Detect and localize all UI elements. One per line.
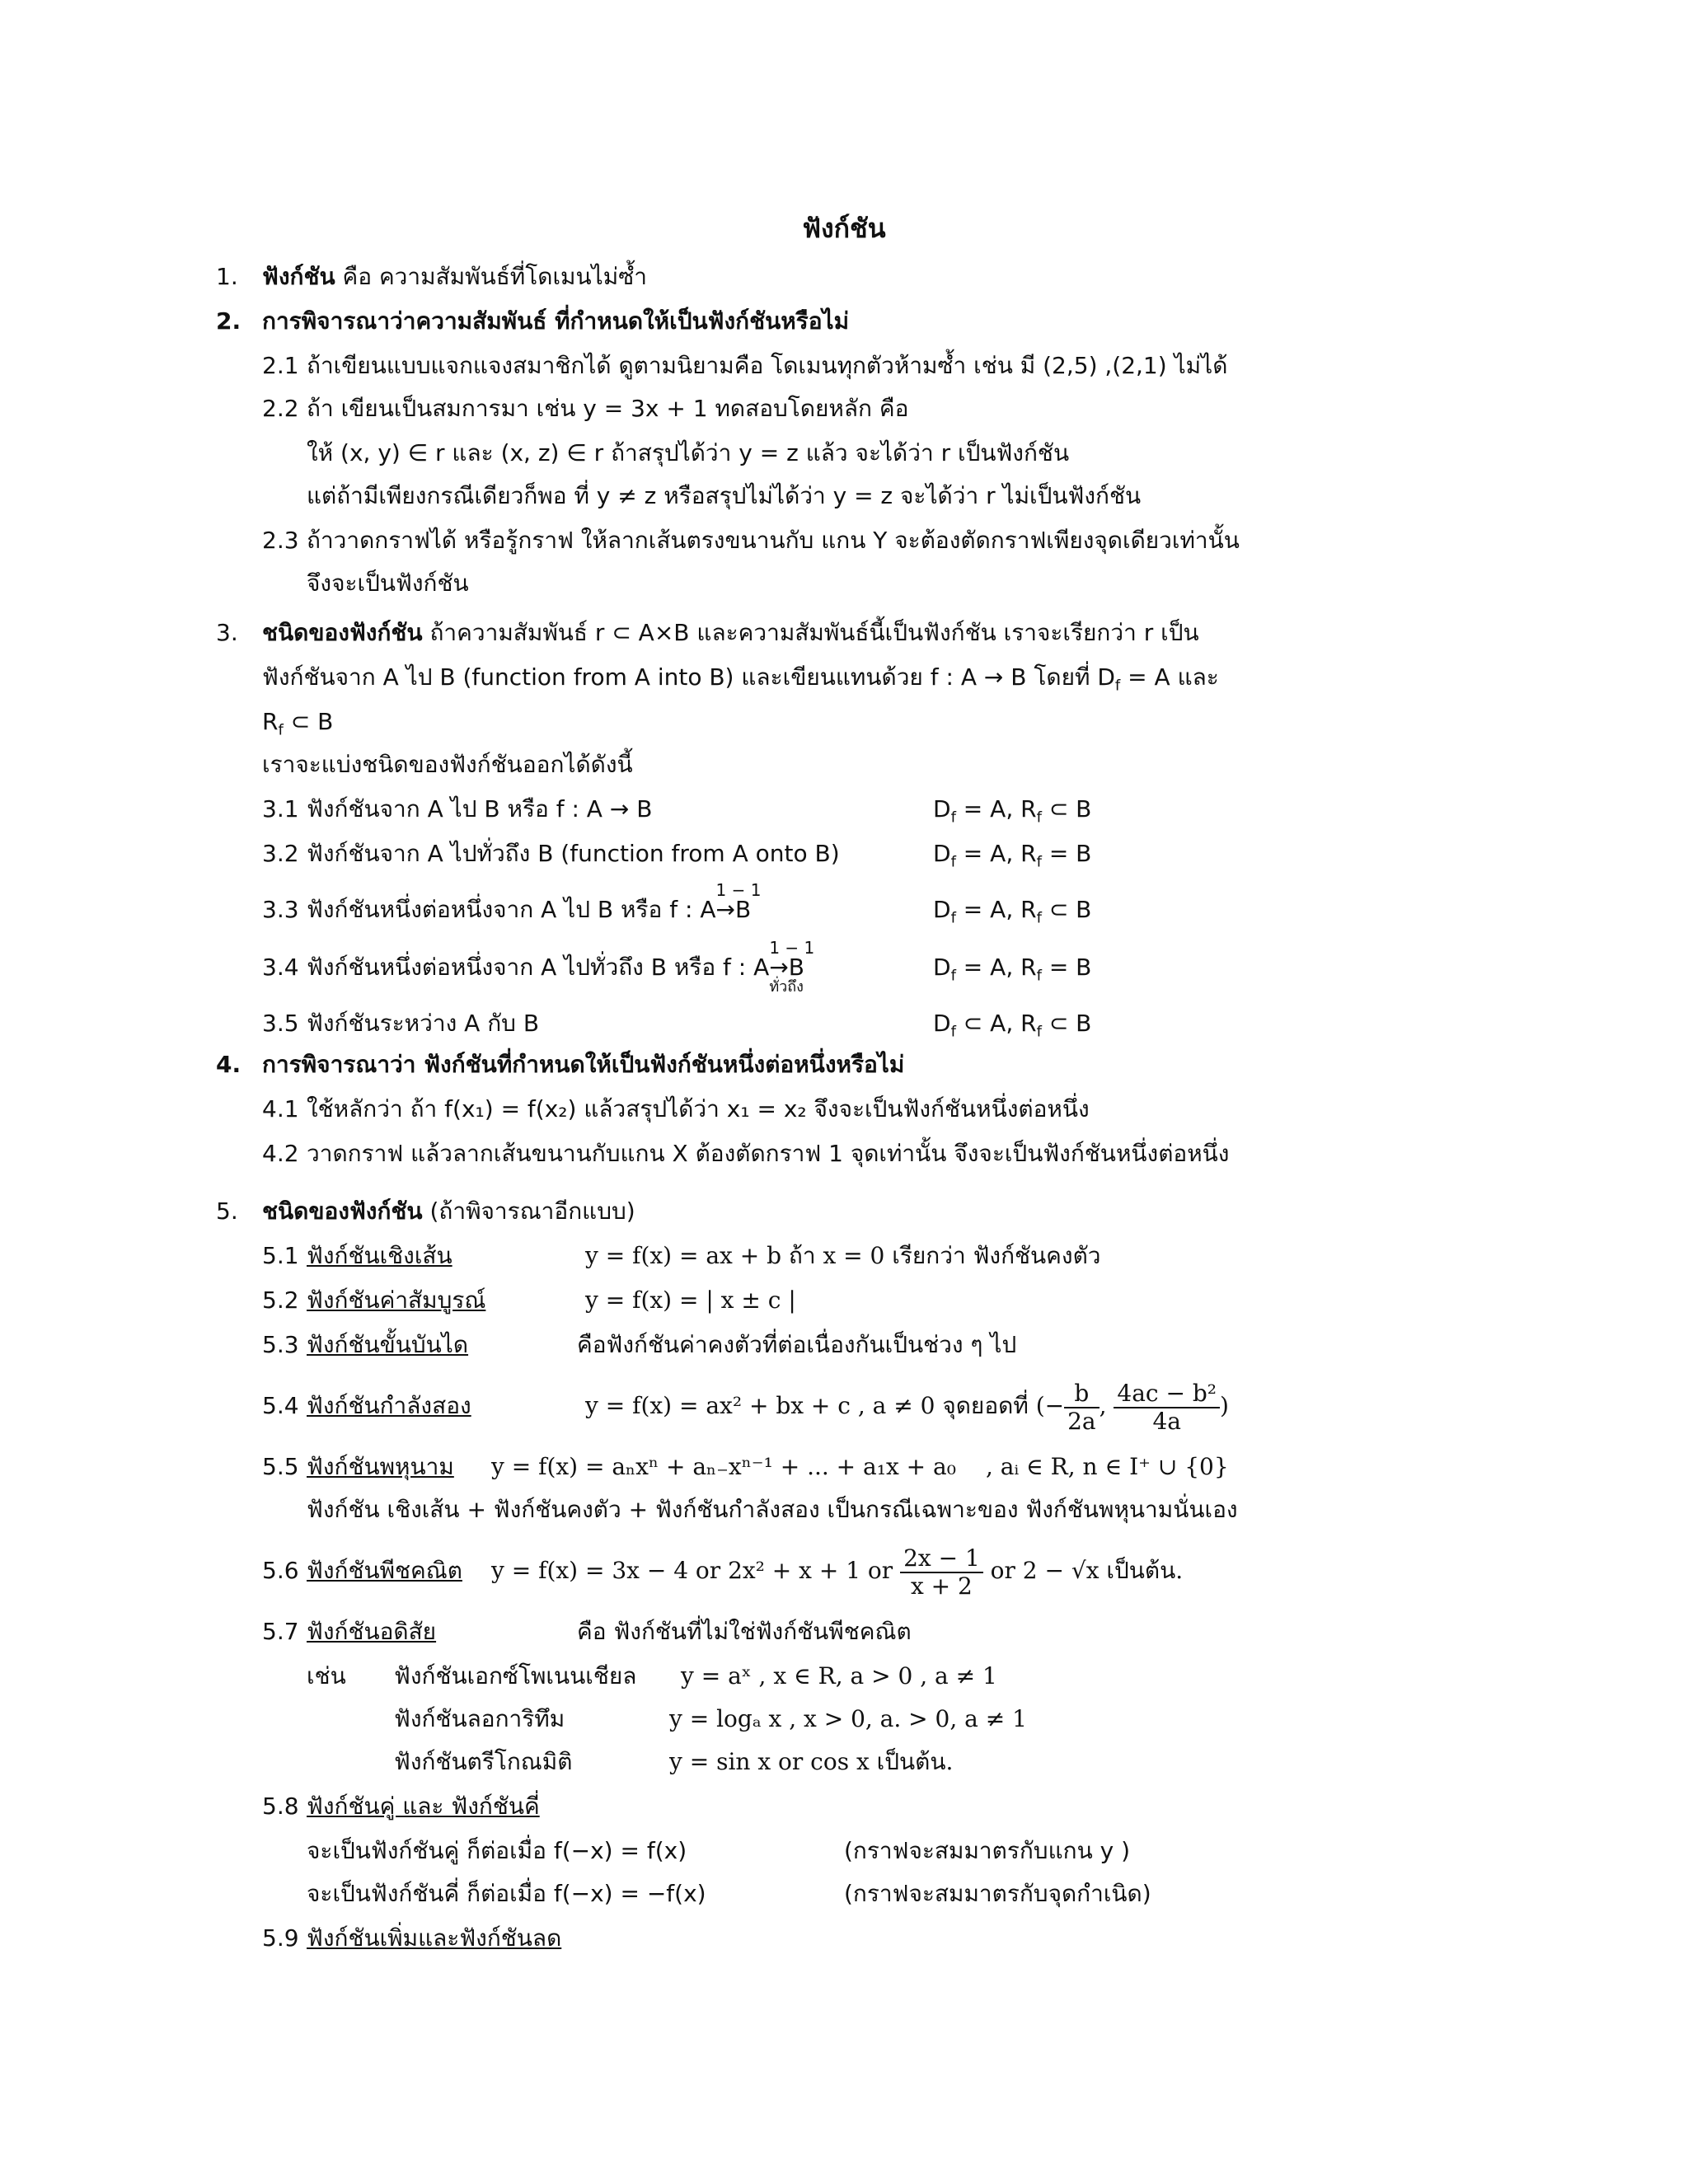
item-5-9 [262, 1924, 561, 1953]
item-5-5-note: ฟังก์ชัน เชิงเส้น + ฟังก์ชันคงตัว + ฟังก์ชันกำลังสอง เป็นกรณีเฉพาะของ ฟังก์ชันพหุนามนั่นเอง [307, 1496, 1238, 1523]
item-number: 3.3 [262, 896, 299, 923]
quadratic-text: y = f(x) = ax² + bx + c , a ≠ 0 จุดยอดที่ (− [585, 1392, 1065, 1419]
item-number: 5.2 [262, 1286, 299, 1314]
item-5-2-eq: y = f(x) = | x ± c | [585, 1286, 796, 1314]
even-function-rule: จะเป็นฟังก์ชันคู่ ก็ต่อเมื่อ f(−x) = f(x) [307, 1837, 687, 1864]
page-title: ฟังก์ชัน [802, 213, 886, 244]
item-2-2 [262, 394, 908, 424]
example-eq: y = logₐ x , x > 0, a. > 0, a ≠ 1 [669, 1705, 1027, 1732]
section-2 [216, 307, 849, 336]
item-name: ฟังก์ชันขั้นบันได [307, 1331, 469, 1358]
item-name: ฟังก์ชันพีชคณิต [307, 1557, 462, 1584]
item-2-2-line-a: ให้ (x, y) ∈ r และ (x, z) ∈ r ถ้าสรุปได้ว่า y = z แล้ว จะได้ว่า r เป็นฟังก์ชัน [307, 439, 1070, 466]
item-5-6-eq [491, 1541, 1183, 1601]
item-5-8 [262, 1792, 540, 1821]
item-text: ถ้าวาดกราฟได้ หรือรู้กราฟ ให้ลากเส้นตรงขนานกับ แกน Y จะต้องตัดกราฟเพียงจุดเดียวเท่านั้น [307, 527, 1240, 554]
item-3-3 [262, 880, 762, 925]
item-5-1 [262, 1241, 452, 1271]
item-3-4 [262, 938, 815, 996]
item-2-3-cont: จึงจะเป็นฟังก์ชัน [307, 569, 469, 597]
item-number: 3.2 [262, 840, 299, 867]
section-3-intro: เราจะแบ่งชนิดของฟังก์ชันออกได้ดังนี้ [262, 751, 633, 778]
item-2-1 [262, 351, 1227, 381]
item-4-1 [262, 1094, 1090, 1124]
section-1 [216, 262, 647, 292]
item-5-6 [262, 1556, 462, 1586]
section-heading: การพิจารณาว่าความสัมพันธ์ ที่กำหนดให้เป็นฟังก์ชันหรือไม่ [262, 307, 850, 335]
item-5-3 [262, 1330, 468, 1360]
item-number: 4.1 [262, 1095, 299, 1122]
item-name: ฟังก์ชันค่าสัมบูรณ์ [307, 1286, 486, 1314]
example-name: ฟังก์ชันตรีโกณมิติ [394, 1748, 573, 1775]
item-5-2 [262, 1286, 485, 1315]
item-4-2 [262, 1139, 1229, 1169]
example-eq: y = aˣ , x ∈ R, a > 0 , a ≠ 1 [681, 1662, 997, 1690]
section-3-text-b: = A และ [1120, 663, 1219, 691]
odd-function-note: (กราฟจะสมมาตรกับจุดกำเนิด) [844, 1880, 1151, 1907]
example-name: ฟังก์ชันเอกซ์โพเนนเชียล [394, 1662, 637, 1690]
section-heading: การพิจารณาว่า ฟังก์ชันที่กำหนดให้เป็นฟังก์ชันหนึ่งต่อหนึ่งหรือไม่ [262, 1051, 905, 1078]
vertex-x-fraction: $\frac{b}{2a}$ [1064, 1380, 1100, 1435]
item-5-4 [262, 1391, 471, 1421]
item-3-4-cond: $D_f = A$, $R_f = B$ [933, 954, 1092, 985]
item-5-4-eq: y = f(x) = ax² + bx + c , a ≠ 0 จุดยอดที่ (− $\frac{b}{2a}$ , $\frac{\text{4ac − b²}}{4a}$ ) [585, 1379, 1229, 1435]
section-number: 2. [216, 307, 241, 335]
item-5-3-desc: คือฟังก์ชันค่าคงตัวที่ต่อเนื่องกันเป็นช่วง ๆ ไป [577, 1331, 1017, 1358]
section-3-line-2: ฟังก์ชันจาก A ไป B (function from A into B) และเขียนแทนด้วย f : A → B โดยที่ $D_f = A$ และ [262, 663, 1219, 695]
item-2-2-line-b: แต่ถ้ามีเพียงกรณีเดียวก็พอ ที่ y ≠ z หรือสรุปไม่ได้ว่า y = z จะได้ว่า r ไม่เป็นฟังก์ชัน [307, 482, 1142, 509]
item-number: 3.5 [262, 1010, 299, 1037]
item-number: 5.9 [262, 1924, 299, 1952]
item-5-5-cond: , aᵢ ∈ R, n ∈ I⁺ ∪ {0} [986, 1453, 1229, 1480]
range-symbol: R [262, 708, 279, 735]
algebraic-text: y = f(x) = 3x − 4 or 2x² + x + 1 or [491, 1557, 893, 1584]
vertex-y-fraction: $\frac{\text{4ac − b²}}{4a}$ [1114, 1380, 1220, 1435]
item-text: ถ้าเขียนแบบแจกแจงสมาชิกได้ ดูตามนิยามคือ โดเมนทุกตัวห้ามซ้ำ เช่น มี (2,5) ,(2,1) ไม่ได้ [307, 352, 1228, 379]
item-number: 2.3 [262, 527, 299, 554]
item-number: 5.4 [262, 1392, 299, 1419]
item-text: ฟังก์ชันหนึ่งต่อหนึ่งจาก A ไปทั่วถึง B หรือ f : A [307, 954, 770, 981]
item-5-5 [262, 1452, 454, 1482]
section-heading: ฟังก์ชัน [262, 263, 335, 290]
one-to-one-onto-arrow: → 1 − 1 ทั่วถึง [769, 938, 815, 996]
item-name: ฟังก์ชันกำลังสอง [307, 1392, 471, 1419]
section-number: 5. [216, 1197, 238, 1225]
item-text: ถ้า เขียนเป็นสมการมา เช่น y = 3x + 1 ทดสอบโดยหลัก คือ [307, 395, 909, 422]
item-5-1-eq: y = f(x) = ax + b ถ้า x = 0 เรียกว่า ฟังก์ชันคงตัว [585, 1242, 1101, 1269]
odd-function-rule: จะเป็นฟังก์ชันคี่ ก็ต่อเมื่อ f(−x) = −f(x) [307, 1880, 706, 1907]
section-number: 1. [216, 263, 238, 290]
item-text: ฟังก์ชันจาก A ไปทั่วถึง B (function from A onto B) [307, 840, 840, 867]
item-number: 2.2 [262, 395, 299, 422]
item-3-5 [262, 1009, 539, 1038]
item-number: 3.1 [262, 795, 299, 823]
item-name: ฟังก์ชันอดิสัย [307, 1618, 437, 1645]
item-text: ฟังก์ชันจาก A ไป B หรือ f : A → B [307, 795, 653, 823]
section-3-line-3: $R_f$ ⊂ B [262, 708, 334, 739]
section-heading: ชนิดของฟังก์ชัน [262, 619, 423, 646]
item-text: ใช้หลักว่า ถ้า f(x₁) = f(x₂) แล้วสรุปได้ว่า x₁ = x₂ จึงจะเป็นฟังก์ชันหนึ่งต่อหนึ่ง [307, 1095, 1090, 1122]
item-number: 2.1 [262, 352, 299, 379]
item-number: 5.8 [262, 1793, 299, 1820]
item-name: ฟังก์ชันเชิงเส้น [307, 1242, 452, 1269]
example-name: ฟังก์ชันลอการิทึม [394, 1705, 565, 1732]
item-name: ฟังก์ชันเพิ่มและฟังก์ชันลด [307, 1924, 562, 1952]
item-5-7 [262, 1617, 436, 1647]
algebraic-tail: or 2 − √x เป็นต้น. [982, 1557, 1184, 1584]
one-to-one-arrow: → 1 − 1 [715, 880, 762, 923]
section-text: คือ ความสัมพันธ์ที่โดเมนไม่ซ้ำ [335, 263, 647, 290]
item-5-5-eq: y = f(x) = aₙxⁿ + aₙ₋xⁿ⁻¹ + ... + a₁x + a₀ [491, 1453, 956, 1480]
item-number: 5.7 [262, 1618, 299, 1645]
item-3-3-cond: $D_f = A$, $R_f$ ⊂ B [933, 896, 1092, 927]
section-4 [216, 1050, 904, 1080]
range-text: ⊂ B [283, 708, 334, 735]
section-3-text: ฟังก์ชันจาก A ไป B (function from A into B) และเขียนแทนด้วย f : A → B โดยที่ D [262, 663, 1115, 691]
item-number: 4.2 [262, 1140, 299, 1167]
item-3-1-cond: $D_f = A$, $R_f$ ⊂ B [933, 795, 1092, 827]
item-number: 5.6 [262, 1557, 299, 1584]
rational-fraction: $\frac{2x - 1}{x + 2}$ [900, 1545, 983, 1600]
item-3-1 [262, 794, 652, 824]
item-number: 5.5 [262, 1453, 299, 1480]
example-label: เช่น [307, 1662, 346, 1690]
item-number: 3.4 [262, 954, 299, 981]
section-number: 3. [216, 619, 238, 646]
section-heading: ชนิดของฟังก์ชัน [262, 1197, 423, 1225]
item-number: 5.1 [262, 1242, 299, 1269]
item-number: 5.3 [262, 1331, 299, 1358]
section-text: ถ้าความสัมพันธ์ r ⊂ A×B และความสัมพันธ์นี้เป็นฟังก์ชัน เราจะเรียกว่า r เป็น [422, 619, 1199, 646]
item-3-2-cond: $D_f = A$, $R_f = B$ [933, 840, 1092, 871]
section-3 [216, 618, 1199, 648]
item-3-2 [262, 839, 840, 869]
section-note: (ถ้าพิจารณาอีกแบบ) [422, 1197, 635, 1225]
item-name: ฟังก์ชันพหุนาม [307, 1453, 454, 1480]
item-text: วาดกราฟ แล้วลากเส้นขนานกับแกน X ต้องตัดกราฟ 1 จุดเท่านั้น จึงจะเป็นฟังก์ชันหนึ่งต่อหนึ่ง [307, 1140, 1230, 1167]
item-2-3 [262, 526, 1240, 555]
section-5 [216, 1197, 635, 1226]
section-number: 4. [216, 1051, 241, 1078]
item-3-5-cond: $D_f$ ⊂ A, $R_f$ ⊂ B [933, 1010, 1092, 1041]
item-tail: B [788, 954, 804, 981]
item-text: ฟังก์ชันระหว่าง A กับ B [307, 1010, 540, 1037]
item-5-7-desc: คือ ฟังก์ชันที่ไม่ใช่ฟังก์ชันพีชคณิต [577, 1618, 912, 1645]
example-eq: y = sin x or cos x เป็นต้น. [669, 1748, 954, 1775]
item-name: ฟังก์ชันคู่ และ ฟังก์ชันคี่ [307, 1793, 540, 1820]
item-text: ฟังก์ชันหนึ่งต่อหนึ่งจาก A ไป B หรือ f : A [307, 896, 716, 923]
even-function-note: (กราฟจะสมมาตรกับแกน y ) [844, 1837, 1131, 1864]
item-tail: B [734, 896, 752, 923]
